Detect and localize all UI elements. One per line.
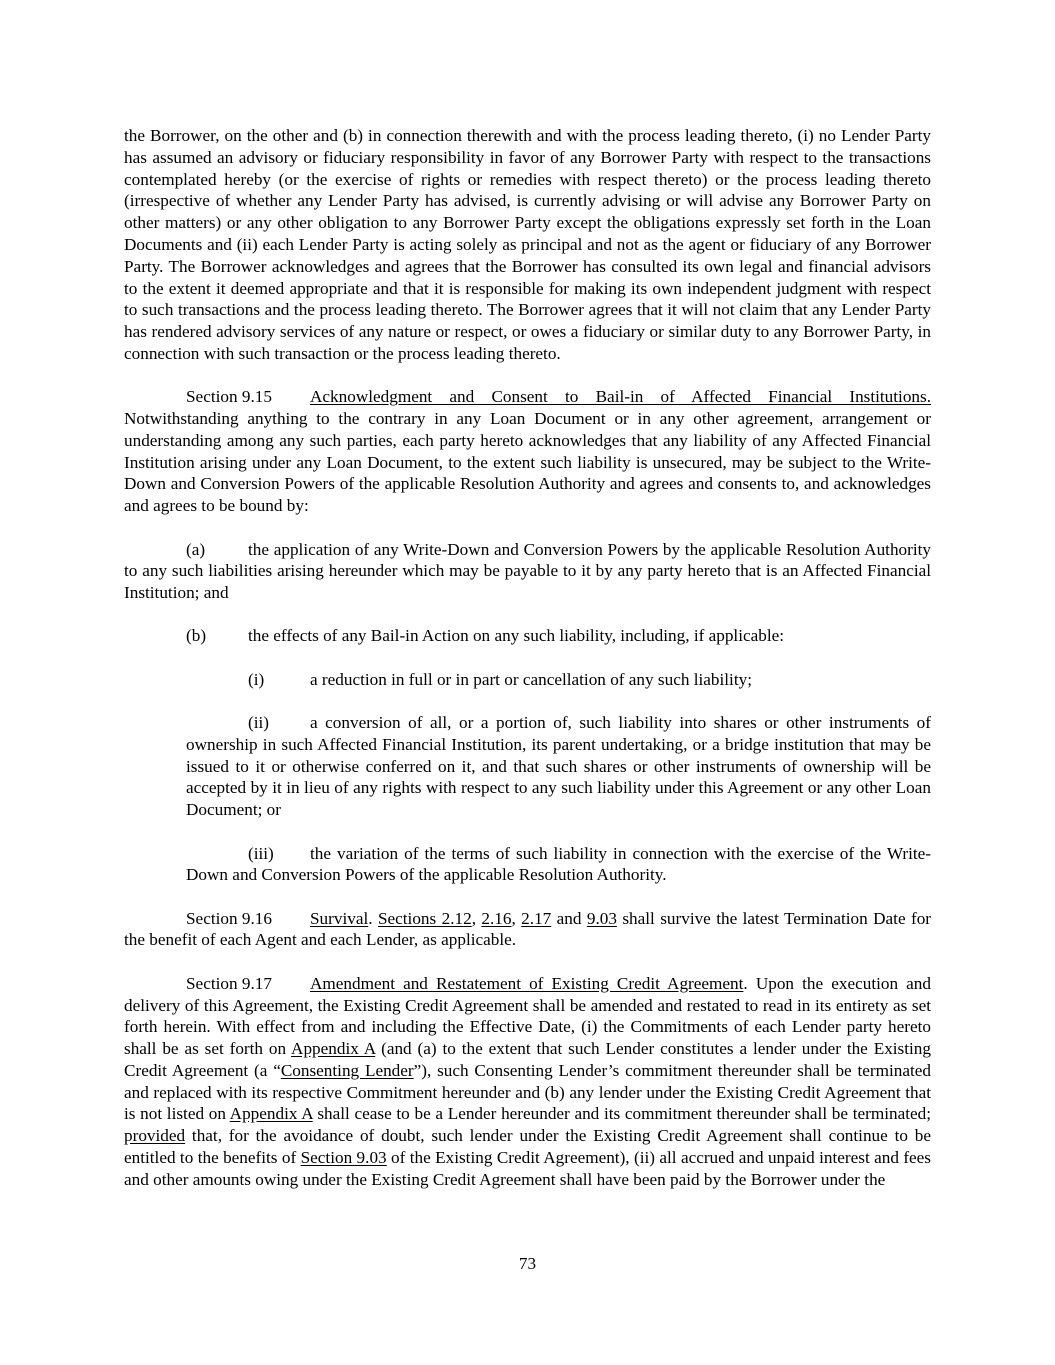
- subclause-label: (iii): [248, 843, 274, 863]
- section-number: Section 9.16: [186, 908, 272, 928]
- text-run: of the Existing Credit Agreement), (ii) all accrued and unpaid interest and fees and other amounts owing under the Existing Credit Agreement shall have been paid by the Borrower under the: [124, 1148, 931, 1189]
- text-run: . Upon the execution and delivery of this Agreement, the Existing Credit Agreement shall be amended and restated to read in its entirety as set forth herein. With effect from and including the Effective Date, (i) the Commitments of each Lender party hereto shall be as set forth on: [124, 973, 931, 1059]
- text-run: ,: [471, 908, 482, 928]
- defined-term: Consenting Lender: [280, 1060, 414, 1080]
- cross-reference: 2.17: [521, 908, 552, 928]
- clause-label: (b): [186, 626, 207, 646]
- subclause-ii: [124, 712, 931, 821]
- text-run: that, for the avoidance of doubt, such lender under the Existing Credit Agreement shall continue to be entitled to the benefits of: [124, 1126, 931, 1168]
- cross-reference: 9.03: [586, 908, 617, 928]
- cross-reference: Sections 2.12: [377, 908, 472, 928]
- subclause-text: the variation of the terms of such liability in connection with the exercise of the Write-Down and Conversion Powers of the applicable Resolution Authority.: [186, 843, 931, 885]
- text-run: ”), such Consenting Lender’s commitment thereunder shall be terminated and replaced with its respective Commitment hereunder and (b) any lender under the Existing Credit Agreement that is not listed on: [124, 1060, 931, 1124]
- clause-a: [124, 539, 931, 604]
- cross-reference: 2.16: [481, 908, 512, 928]
- subclause-label: (ii): [248, 713, 269, 733]
- text-run: ,: [511, 908, 522, 928]
- section-heading: Acknowledgment and Consent to Bail-in of Affected Financial Institutions.: [310, 387, 931, 407]
- section-heading: Amendment and Restatement of Existing Credit Agreement: [310, 973, 744, 993]
- clause-text: the application of any Write-Down and Conversion Powers by the applicable Resolution Authority to any such liabilities arising hereunder which may be payable to it by any party hereto that is an Affected Financial Institution; and: [124, 539, 931, 603]
- section-9-15: [124, 386, 931, 517]
- paragraph-continuation: the Borrower, on the other and (b) in connection therewith and with the process leading thereto, (i) no Lender Party has assumed an advisory or fiduciary responsibility in favor of any Borrower Party with respect to the transactions contemplated hereby (or the exercise of rights or remedies with respect thereto) or the process leading thereto (irrespective of whether any Lender Party has advised, is currently advising or will advise any Borrower Party on other matters) or any other obligation to any Borrower Party except the obligations expressly set forth in the Loan Documents and (ii) each Lender Party is acting solely as principal and not as the agent or fiduciary of any Borrower Party. The Borrower acknowledges and agrees that the Borrower has consulted its own legal and financial advisors to the extent it deemed appropriate and that it is responsible for making its own independent judgment with respect to such transactions and the process leading thereto. The Borrower agrees that it will not claim that any Lender Party has rendered advisory services of any nature or respect, or owes a fiduciary or similar duty to any Borrower Party, in connection with such transaction or the process leading thereto.: [124, 126, 931, 363]
- cross-reference: Appendix A: [229, 1104, 313, 1124]
- page-number: 73: [518, 1254, 537, 1273]
- cross-reference: Section 9.03: [300, 1148, 387, 1168]
- text-run: shall survive the latest Termination Date for the benefit of each Agent and each Lender, as applicable.: [124, 908, 932, 950]
- subclause-text: a conversion of all, or a portion of, such liability into shares or other instruments of ownership in such Affected Financial Institution, its parent undertaking, or a bridge institution that may be issued to it or otherwise conferred on it, and that such shares or other instruments of ownership will be accepted by it in lieu of any rights with respect to any such liability under this Agreement or any other Loan Document; or: [186, 713, 931, 820]
- section-9-17: [124, 973, 931, 1191]
- clause-label: (a): [186, 539, 206, 559]
- section-number: Section 9.17: [186, 973, 272, 993]
- cross-reference: Appendix A: [291, 1039, 376, 1059]
- subclause-i: [124, 669, 931, 691]
- section-number: Section 9.15: [186, 387, 272, 407]
- clause-b: [124, 625, 931, 647]
- document-page: [124, 125, 931, 1191]
- proviso-term: provided: [124, 1126, 186, 1146]
- text-run: and: [551, 908, 587, 928]
- text-run: .: [368, 908, 378, 928]
- subclause-iii: [124, 843, 931, 887]
- section-heading: Survival: [310, 908, 369, 928]
- section-body: Notwithstanding anything to the contrary in any Loan Document or in any other agreement, arrangement or understanding among any such parties, each party hereto acknowledges that any liability of any Affected Financial Institution arising under any Loan Document, to the extent such liability is unsecured, may be subject to the Write-Down and Conversion Powers of the applicable Resolution Authority and agrees and consents to, and acknowledges and agrees to be bound by:: [124, 409, 931, 516]
- text-run: (and (a) to the extent that such Lender constitutes a lender under the Existing Credit Agreement (a “: [124, 1039, 931, 1080]
- text-run: shall cease to be a Lender hereunder and its commitment thereunder shall be terminated;: [312, 1104, 931, 1124]
- clause-text: the effects of any Bail-in Action on any such liability, including, if applicable:: [248, 626, 785, 646]
- subclause-text: a reduction in full or in part or cancellation of any such liability;: [310, 669, 752, 689]
- subclause-label: (i): [248, 669, 265, 689]
- section-9-16: [124, 908, 931, 952]
